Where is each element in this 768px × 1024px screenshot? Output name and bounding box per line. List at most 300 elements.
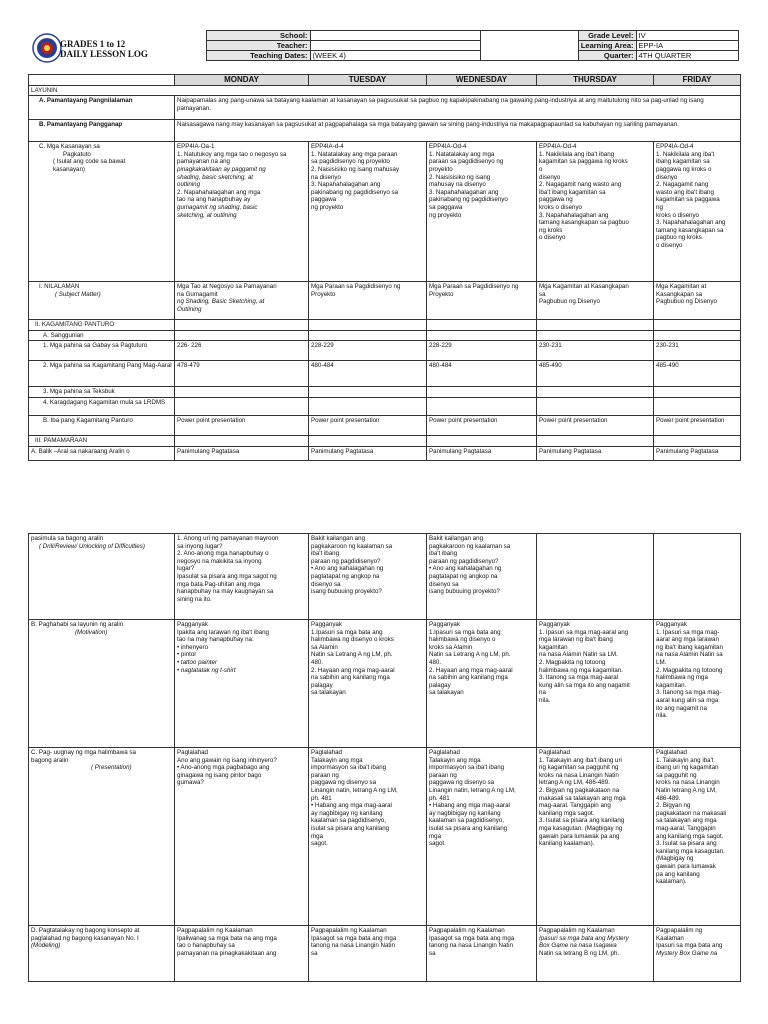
presentation-thursday	[537, 748, 654, 926]
cell-line: tao na may hanapbuhay na:	[177, 636, 254, 644]
cell-line: 1. Nakikilala ang iba't ibang	[539, 150, 615, 158]
cell-line: halimbawa ng mga kagamitan.	[539, 666, 623, 674]
cell-line: tanong na nasa Linangin Natin	[311, 942, 395, 950]
empty-cell	[175, 397, 309, 415]
empty-cell	[309, 435, 427, 446]
cell-line: tao na ang hanapbuhay ay	[177, 196, 251, 204]
kasanayan-label-line: kasanayan)	[53, 165, 85, 173]
cell-line: gumagamit ng shading, basic	[177, 203, 258, 211]
empty-cell	[427, 330, 537, 341]
day-friday: FRIDAY	[654, 75, 741, 86]
cell-line: Paglalahad	[177, 749, 208, 756]
cell-line: ay nagbibigay ng kanilang	[429, 809, 501, 817]
empty-cell	[427, 397, 537, 415]
cell-line: iba't ibang	[311, 550, 340, 558]
modeling-friday	[654, 926, 741, 982]
cell-line: • Habang ang mga mag-aaral	[311, 802, 392, 810]
cell-line: Ipasuri sa mga bata ang	[656, 942, 723, 950]
modeling-label-line: paglalahad ng bagong kasanayan No. I	[31, 934, 139, 942]
cell-line: sa talakayan ang mga	[656, 817, 717, 825]
cell-line: gumawa?	[177, 779, 204, 787]
presentation-label	[29, 748, 175, 926]
header-info-table	[28, 30, 739, 61]
cell-line: • Ano-anong mga pagbabago ang	[177, 764, 270, 772]
modeling-wednesday	[427, 926, 537, 982]
cell-line: Pagpapalalim ng Kaalaman	[311, 927, 387, 934]
presentation-wednesday	[427, 748, 537, 926]
lm-pages-monday: 478-479	[175, 361, 309, 387]
cell-line: disenyo	[656, 173, 678, 181]
cell-line: EPP4IA-Od-4	[539, 143, 577, 151]
cell-line: ng kroks	[539, 226, 563, 234]
cell-line: kaalaman sa pagdidisenyo,	[311, 817, 386, 825]
nilalaman-thursday	[537, 282, 654, 320]
cell-line: 1. Ipasuri sa mga mag-	[656, 628, 720, 636]
pasimula-label-line: pasimula sa bagong aralin	[31, 535, 104, 542]
school-label: School:	[206, 31, 310, 41]
cell-line: Ipasagot sa mga bata ang mga	[429, 934, 515, 942]
cell-line: Paglalahad	[656, 749, 687, 756]
kagamitan-tuesday: Power point presentation	[309, 415, 427, 435]
motivation-wednesday	[427, 620, 537, 748]
cell-line: 3. Isulat sa pisara ang kanilang	[539, 817, 625, 825]
cell-line: • nagtatatak ng t-shirt	[177, 666, 236, 674]
cell-line: 3. Napahahalagahan ang	[539, 211, 609, 219]
cell-line: paraan ng pagdidisenyo?	[429, 557, 499, 565]
nilalaman-monday	[175, 282, 309, 320]
cell-line: kroks o disenyo	[656, 211, 699, 219]
cell-line: impormasyon sa iba't ibang	[429, 764, 505, 772]
cell-line: 3. Napahahalagahan ang	[656, 219, 726, 227]
day-header-corner	[29, 75, 175, 86]
kagamitang-panturo-label: II. KAGAMITANG PANTURO	[29, 320, 175, 331]
balik-aral-friday: Panimulang Pagtatasa	[654, 446, 741, 460]
kagamitan-monday: Power point presentation	[175, 415, 309, 435]
day-thursday: THURSDAY	[537, 75, 654, 86]
cell-line: 2. Napahahalagahan ang mga	[177, 188, 261, 196]
cell-line: 1. Talakayin ang iba't ibang uri	[539, 756, 622, 764]
cell-line: sagot.	[311, 840, 328, 848]
cell-line: 3. Itanong sa mga mag-aaral	[539, 674, 619, 682]
cell-line: negosyo na makikita sa inyong	[177, 557, 262, 565]
gabay-pagtuturo-label: 1. Mga pahina sa Gabay sa Pagtuturo	[29, 341, 175, 361]
cell-line: 2. Naisisisiko ng isang	[429, 173, 491, 181]
cell-line: 1. Ipasuri sa mga mag-aaral ang	[539, 628, 629, 636]
lrdms-label: 4. Karagdagang Kagamitan mula sa LRDMS	[29, 397, 175, 415]
cell-line: ng	[656, 203, 663, 211]
cell-line: LM.	[656, 658, 667, 666]
motivation-label	[29, 620, 175, 748]
motivation-thursday	[537, 620, 654, 748]
cell-line: aaral kung alin sa mga	[656, 696, 719, 704]
kasanayan-label-line: Pagkatuto	[63, 150, 91, 158]
cell-line: paraan ng pagdidisenyo?	[311, 557, 381, 565]
cell-line: Proyekto	[429, 290, 454, 298]
empty-cell	[537, 330, 654, 341]
cell-line: sa talakayan	[429, 689, 464, 697]
header-gap	[480, 31, 578, 41]
cell-line: ito ang nagamit na	[656, 704, 707, 712]
empty-cell	[309, 387, 427, 398]
empty-cell	[427, 435, 537, 446]
cell-line: 2. Bigyan ng pagkakataon na	[539, 786, 620, 794]
cell-line: Kasangkapan sa	[656, 290, 703, 298]
cell-line: halimbawa ng mga	[656, 674, 708, 682]
cell-line: kroks sa Alamin	[429, 643, 473, 651]
cell-line: sa	[539, 290, 546, 298]
cell-line: Bakit kailangan ang	[429, 535, 484, 542]
lesson-plan-table-continued	[28, 533, 741, 982]
cell-line: 2. Ano-anong mga hanapbuhay o	[177, 550, 269, 558]
grade-level-field[interactable]: IV	[636, 31, 738, 41]
cell-line: pinagkakakitaan ay paggamit ng	[177, 165, 266, 173]
cell-line: sa inyong lugar?	[177, 542, 223, 550]
cell-line: Natin sa Letrang A ng LM, ph.	[311, 651, 393, 659]
cell-line: Pagpapalalim ng Kaalaman	[539, 927, 615, 934]
cell-line: 2. Naisisisiko ng isang mahusay	[311, 165, 400, 173]
motivation-friday	[654, 620, 741, 748]
cell-line: ng iba't ibang kagamitan	[656, 643, 723, 651]
cell-line: Paglalahad	[539, 749, 570, 756]
cell-line: ng Shading, Basic Sketching, at	[177, 298, 265, 306]
cell-line: (Magbigay ng	[656, 855, 694, 863]
cell-line: 1. Natatalakay ang mga paraan	[311, 150, 398, 158]
cell-line: gawain para lumawak pa ang	[539, 832, 620, 840]
cell-line: tao o hanapbuhay sa	[177, 942, 235, 950]
cell-line: Mga Paraan sa Pagdidisenyo ng	[311, 283, 401, 291]
presentation-label-line: C. Pag- uugnay ng mga halimbawa sa	[31, 749, 136, 756]
cell-line: Linangin natin, letrang A ng LM,	[311, 786, 398, 794]
cell-line: • pintor	[177, 651, 197, 659]
cell-line: pamayanan na pinagkakakitaan ang	[177, 949, 277, 957]
cell-line: Bakit kailangan ang	[311, 535, 366, 542]
teacher-field[interactable]	[310, 41, 480, 51]
cell-line: gawain para lumawak	[656, 862, 716, 870]
kagamitang-mag-aaral-label: 2. Mga pahina sa Kagamitang Pang Mag-Aaral	[29, 361, 175, 387]
empty-cell	[175, 320, 309, 331]
cell-line: ph. 481	[311, 794, 332, 802]
kasanayan-label-line: ( Isulat ang code sa bawat	[53, 158, 126, 166]
cell-line: sa pagguhit ng	[656, 771, 697, 779]
cell-line: na disenyo	[311, 173, 341, 181]
cell-line: sa talakayan	[311, 689, 346, 697]
cell-line: EPP4IA-Od-4	[429, 143, 467, 151]
cell-line: paggawa ng	[539, 196, 573, 204]
cell-line: na sabihin ang kanilang mga	[311, 674, 390, 682]
modeling-label-line: (Modeling)	[31, 942, 61, 950]
cell-line: • Habang ang mga mag-aaral	[429, 802, 510, 810]
cell-line: o disenyo	[656, 241, 683, 249]
cell-line: paggawa ng disenyo sa	[311, 779, 377, 787]
kasanayan-wednesday	[427, 142, 537, 282]
cell-line: Pagpapalalim ng	[656, 927, 703, 934]
cell-line: Pagpapalalim ng Kaalaman	[429, 927, 505, 934]
cell-line: palagay	[429, 681, 451, 689]
cell-line: mag-aaral. Tanggapin ang	[539, 802, 611, 810]
cell-line: sa	[429, 949, 436, 957]
modeling-label-line: D. Pagtatalakay ng bagong konsepto at	[31, 927, 140, 934]
empty-cell	[654, 387, 741, 398]
cell-line: isulat sa pisara ang kanilang	[311, 824, 390, 832]
cell-line: sketching, at outlining	[177, 211, 237, 219]
cell-line: ng kagamitan sa pagguhit ng	[539, 764, 619, 772]
kasanayan-friday	[654, 142, 741, 282]
cell-line: ph. 481	[429, 794, 450, 802]
header-gap	[480, 41, 578, 51]
cell-line: na nasa Alamin Natin sa	[656, 651, 723, 659]
cell-line: sagot.	[429, 840, 446, 848]
cell-line: letrang A ng LM, 486-489.	[539, 779, 610, 787]
motivation-label-line: (Motivation)	[75, 628, 108, 636]
cell-line: Pagganyak	[539, 621, 570, 628]
cell-line: proyekto	[429, 165, 453, 173]
nilalaman-tuesday	[309, 282, 427, 320]
nilalaman-friday	[654, 282, 741, 320]
presentation-friday	[654, 748, 741, 926]
cell-line: 1. Natatalakay ang mga	[429, 150, 495, 158]
quarter-field[interactable]: 4TH QUARTER	[636, 51, 738, 61]
cell-line: Linangin natin, letrang A ng LM,	[429, 786, 516, 794]
cell-line: ng proyekto	[311, 203, 344, 211]
teaching-dates-field[interactable]: (WEEK 4)	[310, 51, 480, 61]
cell-line: Natin letrang A ng LM,	[656, 786, 717, 794]
cell-line: Box Game na nasa Isagawa	[539, 942, 617, 950]
cell-line: hanapbuhay na may kaugnayan sa	[177, 588, 274, 596]
cell-line: aaral ang mga larawan	[656, 636, 719, 644]
gabay-pages-tuesday: 228-229	[309, 341, 427, 361]
empty-cell	[175, 435, 309, 446]
cell-line: isulat sa pisara ang kanilang	[429, 824, 508, 832]
empty-cell	[175, 387, 309, 398]
cell-line: outlining	[177, 181, 201, 189]
cell-line: 480.	[311, 658, 324, 666]
sanggunian-label: A. Sanggunian	[29, 330, 175, 341]
empty-cell	[309, 330, 427, 341]
cell-line: shading, basic sketching, at	[177, 173, 254, 181]
cell-line: pagtatapat ng angkop na	[311, 572, 380, 580]
cell-line: pagkakaroon ng kaalaman sa	[311, 542, 393, 550]
cell-line: • Ano ang kahalagahan ng	[429, 565, 502, 573]
teacher-label: Teacher:	[206, 41, 310, 51]
empty-cell	[654, 534, 741, 620]
cell-line: 486-489.	[656, 794, 681, 802]
lesson-log-page-2	[0, 500, 768, 1024]
learning-area-field[interactable]: EPP-IA	[636, 41, 738, 51]
pamantayang-pangnilalaman-label: A. Pamantayang Pangnilalaman	[29, 96, 175, 120]
modeling-monday	[175, 926, 309, 982]
cell-line: mag-aaral. Tanggapin	[656, 824, 716, 832]
title-line-2: DAILY LESSON LOG	[60, 49, 148, 59]
cell-line: 2. Magpakita ng totoong	[539, 658, 606, 666]
cell-line: 1. Natutukoy ang mga tao o negosyo sa pamayanan na ang	[177, 150, 287, 166]
gabay-pages-wednesday: 228-229	[427, 341, 537, 361]
title-line-1: GRADES 1 to 12	[60, 39, 126, 49]
day-tuesday: TUESDAY	[309, 75, 427, 86]
cell-line: o	[539, 165, 543, 173]
cell-line: Ipaliwanag sa mga bata na ang mga	[177, 934, 277, 942]
empty-cell	[427, 387, 537, 398]
cell-line: ang kanilang mga sagot.	[656, 832, 724, 840]
lm-pages-friday: 485-490	[654, 361, 741, 387]
cell-line: kroks na nasa Linangin	[656, 779, 720, 787]
cell-line: pagtatapat ng angkop na	[429, 572, 498, 580]
kasanayan-tuesday	[309, 142, 427, 282]
cell-line: 2. Hayaan ang mga mag-aaral	[429, 666, 513, 674]
presentation-label-line: ( Presentation)	[91, 764, 132, 772]
lm-pages-wednesday: 480-484	[427, 361, 537, 387]
cell-line: ibang kagamitan sa	[656, 158, 710, 166]
cell-line: impormasyon sa iba't ibang	[311, 764, 387, 772]
cell-line: • Ano ang kahalagahan ng	[311, 565, 384, 573]
motivation-label-line: B. Paghahabi sa layunin ng aralin	[31, 621, 124, 628]
cell-line: pagkakaroon ng kaalaman sa	[429, 542, 511, 550]
kasanayan-label-line: C. Mga Kasanayan sa	[39, 143, 100, 151]
cell-line: 3. Napahahalagahan ang	[429, 188, 499, 196]
cell-line: sa paggawa	[429, 203, 463, 211]
cell-line: disenyo	[539, 173, 561, 181]
cell-line: kanilang kaalaman).	[539, 840, 595, 848]
cell-line: Pagbubuo ng Disenyo	[656, 298, 717, 306]
cell-line: Mga Paraan sa Pagdidisenyo ng	[429, 283, 519, 291]
balik-aral-tuesday: Panimulang Pagtatasa	[309, 446, 427, 460]
cell-line: paggawa ng kroks o	[656, 165, 712, 173]
quarter-label: Quarter:	[578, 51, 636, 61]
cell-line: pagkakataon na makasali	[656, 809, 727, 817]
lm-pages-tuesday: 480-484	[309, 361, 427, 387]
cell-line: 1.Ipasuri sa mga bata ang	[311, 628, 383, 636]
balik-aral-label: A. Balik –Aral sa nakaraang Aralin o	[29, 446, 175, 460]
cell-line: na nasa Alamin Natin sa LM.	[539, 651, 618, 659]
cell-line: Paglalahad	[311, 749, 342, 756]
nilalaman-label-line: I. NILALAMAN	[39, 283, 80, 291]
pasimula-wednesday	[427, 534, 537, 620]
grade-level-label: Grade Level:	[578, 31, 636, 41]
cell-line: Ipasagot sa mga bata ang mga	[311, 934, 397, 942]
cell-line: 3. Isulat sa pisara ang	[656, 840, 717, 848]
cell-line: ay nagbibigay ng kanilang	[311, 809, 383, 817]
nilalaman-label-line: ( Subject Matter)	[55, 290, 101, 298]
cell-line: iba't ibang	[429, 550, 458, 558]
balik-aral-monday: Panimulang Pagtatasa	[175, 446, 309, 460]
cell-line: wasto ang iba't ibang	[656, 188, 714, 196]
cell-line: mga larawan ng iba't ibang	[539, 636, 613, 644]
cell-line: disenyo sa	[311, 580, 341, 588]
cell-line: pakinabang ng pagdidisenyo sa	[311, 188, 399, 196]
cell-line: Pagganyak	[429, 621, 460, 628]
cell-line: mahusay na disenyo	[429, 181, 486, 189]
cell-line: Outlining	[177, 305, 202, 313]
cell-line: Kaalaman	[656, 934, 684, 942]
cell-line: Ipakita ang larawan ng iba't ibang	[177, 628, 269, 636]
motivation-tuesday	[309, 620, 427, 748]
empty-cell	[537, 534, 654, 620]
empty-cell	[537, 387, 654, 398]
cell-line: EPP4IA-d-4	[311, 143, 344, 151]
cell-line: pagbuo ng kroks	[656, 234, 702, 242]
cell-line: 2. Magpakita ng totoong	[656, 666, 723, 674]
learning-area-label: Learning Area:	[578, 41, 636, 51]
cell-line: Ano ang gawain ng isang inhinyero?	[177, 756, 277, 764]
cell-line: tamang kasangkapan sa	[656, 226, 724, 234]
cell-line: isang bubuuing proyekto?	[311, 588, 382, 596]
pasimula-label-line: ( Drill/Review/ Unlocking of Difficulties)	[39, 542, 145, 550]
nilalaman-label	[29, 282, 175, 320]
kasanayan-label	[29, 142, 175, 282]
cell-line: kagamitan sa paggawa	[656, 196, 720, 204]
presentation-label-line: bagong aralin	[31, 756, 69, 764]
header-gap	[480, 51, 578, 61]
kasanayan-monday	[175, 142, 309, 282]
cell-line: kaalaman).	[656, 878, 687, 886]
cell-line: 1. Talakayin ang iba't	[656, 756, 714, 764]
cell-line: 3. Napahahalagahan ang	[311, 181, 381, 189]
cell-line: Mga Kagamitan at	[656, 283, 707, 291]
cell-line: kanilang mga sagot.	[539, 809, 595, 817]
cell-line: • tattoo painter	[177, 658, 218, 666]
pasimula-label	[29, 534, 175, 620]
empty-cell	[654, 435, 741, 446]
empty-cell	[175, 330, 309, 341]
cell-line: ginagawa ng isang pintor bago	[177, 771, 262, 779]
cell-line: EPP4IA-Od-4	[656, 143, 694, 151]
kagamitan-wednesday: Power point presentation	[427, 415, 537, 435]
empty-cell	[537, 320, 654, 331]
day-wednesday: WEDNESDAY	[427, 75, 537, 86]
motivation-monday	[175, 620, 309, 748]
cell-line: sining na ito.	[177, 595, 212, 603]
cell-line: Ipasuri sa mga bata ang Mystery	[539, 934, 629, 942]
gabay-pages-thursday: 230-231	[537, 341, 654, 361]
school-field[interactable]	[310, 31, 480, 41]
header-spacer	[28, 31, 206, 61]
cell-line: Mga Tao at Negosyo sa Pamayanan	[177, 283, 277, 291]
cell-line: kagamitan sa paggawa ng kroks	[539, 158, 628, 166]
cell-line: palagay	[311, 681, 333, 689]
empty-cell	[537, 435, 654, 446]
cell-line: Pagganyak	[656, 621, 687, 628]
cell-line: sa pagdidisenyo ng proyekto	[311, 158, 390, 166]
cell-line: mga kasagutan. (Magbigay ng	[539, 824, 623, 832]
cell-line: tamang kasangkapan sa pagbuo	[539, 219, 629, 227]
cell-line: paggawa	[311, 196, 337, 204]
kagamitan-thursday: Power point presentation	[537, 415, 654, 435]
pasimula-tuesday	[309, 534, 427, 620]
cell-line: EPP4IA-Oa-1	[177, 143, 215, 151]
balik-aral-wednesday: Panimulang Pagtatasa	[427, 446, 537, 460]
cell-line: o disenyo	[539, 234, 566, 242]
cell-line: isang bubuuing proyekto?	[429, 588, 500, 596]
cell-line: ng proyekto	[429, 211, 462, 219]
cell-line: Natin sa Letrang A ng LM, ph.	[429, 651, 511, 659]
gabay-pages-friday: 230-231	[654, 341, 741, 361]
cell-line: sa Alamin	[311, 643, 338, 651]
lesson-log-page-1	[0, 0, 768, 500]
cell-line: Ipasulat sa pisara ang mga sagot ng	[177, 572, 277, 580]
cell-line: Pagganyak	[311, 621, 342, 628]
cell-line: Pagganyak	[177, 621, 208, 628]
cell-line: kung alin sa mga ito ang nagamit	[539, 681, 630, 689]
kagamitan-friday: Power point presentation	[654, 415, 741, 435]
cell-line: na	[539, 689, 546, 697]
cell-line: ibang uri ng kagamitan	[656, 764, 719, 772]
cell-line: 2. Nagagamit nang	[656, 181, 709, 189]
nilalaman-wednesday	[427, 282, 537, 320]
cell-line: mga bata.Pag-uhitan ang mga	[177, 580, 261, 588]
cell-line: 2. Bigyan ng	[656, 802, 691, 810]
cell-line: paraan ng	[311, 771, 339, 779]
cell-line: kroks na nasa Linangin Natin	[539, 771, 619, 779]
empty-cell	[309, 397, 427, 415]
